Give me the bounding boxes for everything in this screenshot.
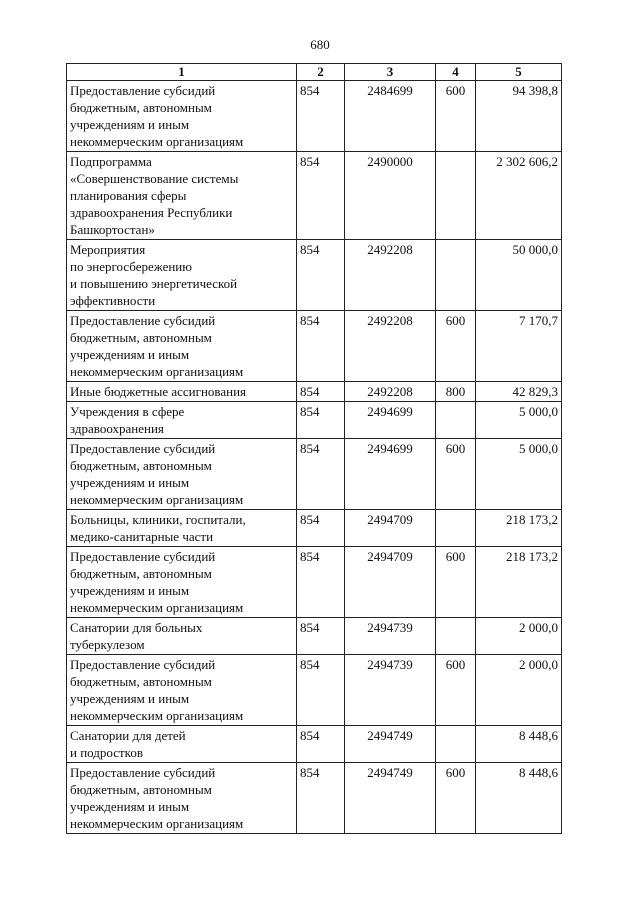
amount-cell: 2 302 606,2: [476, 152, 562, 240]
target-article-cell: 2492208: [345, 240, 436, 311]
row-name-cell: [67, 439, 297, 510]
row-name-cell: [67, 240, 297, 311]
target-article-cell: 2494709: [345, 547, 436, 618]
table-row: [67, 618, 562, 655]
ministry-code-cell: 854: [297, 152, 345, 240]
row-name-cell: [67, 152, 297, 240]
table-row: [67, 763, 562, 834]
row-name-line: туберкулезом: [70, 637, 145, 652]
row-name-line: учреждениям и иным: [70, 691, 190, 706]
row-name-cell: [67, 655, 297, 726]
expense-type-cell: [436, 618, 476, 655]
amount-cell: 2 000,0: [476, 655, 562, 726]
row-name-line: медико-санитарные части: [70, 529, 214, 544]
expense-type-cell: 600: [436, 439, 476, 510]
table-body: [67, 81, 562, 834]
ministry-code-cell: 854: [297, 81, 345, 152]
expense-type-cell: [436, 402, 476, 439]
row-name-line: учреждениям и иным: [70, 583, 190, 598]
expense-type-cell: 800: [436, 382, 476, 402]
row-name-line: Больницы, клиники, госпитали,: [70, 512, 246, 527]
expense-type-cell: 600: [436, 763, 476, 834]
row-name-line: Предоставление субсидий: [70, 313, 216, 328]
table-row: [67, 510, 562, 547]
table-row: [67, 655, 562, 726]
row-name-cell: [67, 726, 297, 763]
column-header-1: 1: [67, 64, 297, 81]
expense-type-cell: 600: [436, 81, 476, 152]
ministry-code-cell: 854: [297, 547, 345, 618]
column-header-5: 5: [476, 64, 562, 81]
expense-type-cell: 600: [436, 311, 476, 382]
row-name-line: Учреждения в сфере: [70, 404, 185, 419]
target-article-cell: 2494699: [345, 439, 436, 510]
expense-type-cell: 600: [436, 655, 476, 726]
ministry-code-cell: 854: [297, 382, 345, 402]
row-name-cell: [67, 81, 297, 152]
row-name-line: Предоставление субсидий: [70, 549, 216, 564]
target-article-cell: 2492208: [345, 311, 436, 382]
row-name-line: некоммерческим организациям: [70, 134, 244, 149]
row-name-line: эффективности: [70, 293, 156, 308]
column-header-2: 2: [297, 64, 345, 81]
target-article-cell: 2494739: [345, 618, 436, 655]
row-name-cell: [67, 547, 297, 618]
amount-cell: 218 173,2: [476, 510, 562, 547]
row-name-line: здравоохранения: [70, 421, 164, 436]
target-article-cell: 2484699: [345, 81, 436, 152]
ministry-code-cell: 854: [297, 311, 345, 382]
row-name-line: бюджетным, автономным: [70, 458, 212, 473]
row-name-line: «Совершенствование системы: [70, 171, 239, 186]
row-name-line: здравоохранения Республики: [70, 205, 233, 220]
ministry-code-cell: 854: [297, 763, 345, 834]
amount-cell: 5 000,0: [476, 402, 562, 439]
amount-cell: 50 000,0: [476, 240, 562, 311]
table-row: [67, 382, 562, 402]
budget-table: [66, 63, 562, 834]
row-name-line: некоммерческим организациям: [70, 364, 244, 379]
table-row: [67, 81, 562, 152]
row-name-line: Санатории для больных: [70, 620, 203, 635]
amount-cell: 94 398,8: [476, 81, 562, 152]
row-name-line: Предоставление субсидий: [70, 441, 216, 456]
row-name-line: Иные бюджетные ассигнования: [70, 384, 247, 399]
row-name-line: Мероприятия: [70, 242, 146, 257]
target-article-cell: 2494699: [345, 402, 436, 439]
expense-type-cell: [436, 152, 476, 240]
header-row: [67, 64, 562, 81]
row-name-line: бюджетным, автономным: [70, 782, 212, 797]
target-article-cell: 2490000: [345, 152, 436, 240]
amount-cell: 2 000,0: [476, 618, 562, 655]
table-row: [67, 402, 562, 439]
table-row: [67, 240, 562, 311]
amount-cell: 7 170,7: [476, 311, 562, 382]
row-name-line: Башкортостан»: [70, 222, 155, 237]
row-name-line: Предоставление субсидий: [70, 657, 216, 672]
ministry-code-cell: 854: [297, 439, 345, 510]
expense-type-cell: [436, 726, 476, 763]
table-row: [67, 311, 562, 382]
row-name-line: учреждениям и иным: [70, 117, 190, 132]
row-name-line: учреждениям и иным: [70, 347, 190, 362]
row-name-line: бюджетным, автономным: [70, 100, 212, 115]
target-article-cell: 2494749: [345, 726, 436, 763]
amount-cell: 42 829,3: [476, 382, 562, 402]
row-name-line: некоммерческим организациям: [70, 600, 244, 615]
row-name-line: и повышению энергетической: [70, 276, 238, 291]
table-row: [67, 726, 562, 763]
row-name-cell: [67, 402, 297, 439]
column-header-4: 4: [436, 64, 476, 81]
row-name-line: бюджетным, автономным: [70, 330, 212, 345]
amount-cell: 8 448,6: [476, 763, 562, 834]
row-name-line: учреждениям и иным: [70, 475, 190, 490]
ministry-code-cell: 854: [297, 618, 345, 655]
amount-cell: 218 173,2: [476, 547, 562, 618]
row-name-line: некоммерческим организациям: [70, 492, 244, 507]
table-row: [67, 152, 562, 240]
row-name-line: некоммерческим организациям: [70, 816, 244, 831]
row-name-cell: [67, 382, 297, 402]
row-name-cell: [67, 510, 297, 547]
target-article-cell: 2494709: [345, 510, 436, 547]
expense-type-cell: [436, 510, 476, 547]
ministry-code-cell: 854: [297, 726, 345, 763]
row-name-line: бюджетным, автономным: [70, 674, 212, 689]
ministry-code-cell: 854: [297, 510, 345, 547]
row-name-line: Предоставление субсидий: [70, 765, 216, 780]
column-header-3: 3: [345, 64, 436, 81]
target-article-cell: 2494749: [345, 763, 436, 834]
amount-cell: 5 000,0: [476, 439, 562, 510]
page-number: 680: [310, 37, 330, 52]
expense-type-cell: [436, 240, 476, 311]
ministry-code-cell: 854: [297, 240, 345, 311]
table-row: [67, 547, 562, 618]
row-name-line: некоммерческим организациям: [70, 708, 244, 723]
table-row: [67, 439, 562, 510]
ministry-code-cell: 854: [297, 655, 345, 726]
amount-cell: 8 448,6: [476, 726, 562, 763]
row-name-line: бюджетным, автономным: [70, 566, 212, 581]
target-article-cell: 2492208: [345, 382, 436, 402]
ministry-code-cell: 854: [297, 402, 345, 439]
row-name-line: Подпрограмма: [70, 154, 152, 169]
row-name-cell: [67, 763, 297, 834]
row-name-line: Санатории для детей: [70, 728, 186, 743]
row-name-line: и подростков: [70, 745, 143, 760]
row-name-cell: [67, 311, 297, 382]
target-article-cell: 2494739: [345, 655, 436, 726]
row-name-line: планирования сферы: [70, 188, 187, 203]
row-name-line: Предоставление субсидий: [70, 83, 216, 98]
row-name-cell: [67, 618, 297, 655]
row-name-line: учреждениям и иным: [70, 799, 190, 814]
expense-type-cell: 600: [436, 547, 476, 618]
row-name-line: по энергосбережению: [70, 259, 192, 274]
